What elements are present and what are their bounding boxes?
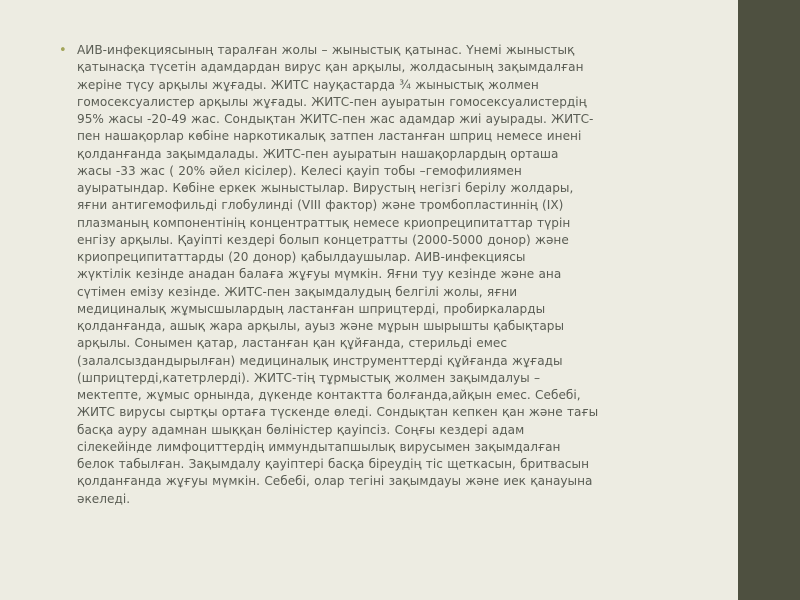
text-line: сүтімен емізу кезінде. ЖИТС-пен зақымдалудың белгілі жолы, яғни: [77, 284, 518, 299]
bullet-text: [77, 42, 598, 508]
text-line: мектепте, жұмыс орнында, дүкенде контактта болғанда,айқын емес. Себебі,: [77, 388, 581, 402]
text-line: жүктілік кезінде анадан балаға жұғуы мүмкін. Яғни туу кезінде және ана: [77, 267, 562, 282]
text-line: жасы -33 жас ( 20% әйел кісілер). Келесі қауіп тобы –гемофилиямен: [77, 163, 522, 178]
text-line: енгізу арқылы. Қауіпті кездері болып концетратты (2000-5000 донор) және: [77, 232, 569, 247]
text-line: (шприцтерді,катетрлерді). ЖИТС-тің тұрмыстық жолмен зақымдалуы –: [77, 370, 541, 385]
text-line: басқа ауру адамнан шыққан бөліністер қауіпсіз. Соңғы кездері адам: [77, 422, 525, 437]
text-line: сілекейінде лимфоциттердің иммундытапшылық вирусымен зақымдалған: [77, 439, 561, 454]
text-line: 95% жасы -20-49 жас. Сондықтан ЖИТС-пен жас адамдар жиі ауырады. ЖИТС-: [77, 112, 594, 126]
text-line: қолданғанда жұғуы мүмкін. Себебі, олар тегіні зақымдауы және иек қанауына: [77, 474, 593, 489]
text-line: гомосексуалистер арқылы жұғады. ЖИТС-пен ауыратын гомосексуалистердің: [77, 94, 587, 109]
text-line: пен нашақорлар көбіне наркотикалық затпен ластанған шприц немесе инені: [77, 129, 582, 144]
text-line: арқылы. Сонымен қатар, ластанған қан құйғанда, стерильді емес: [77, 336, 507, 351]
text-line: қатынасқа түсетін адамдардан вирус қан арқылы, жолдасының зақымдалған: [77, 60, 584, 75]
text-line: ауыратындар. Көбіне еркек жыныстылар. Вирустың негізгі берілу жолдары,: [77, 181, 574, 195]
text-line: белок табылған. Зақымдалу қауіптері басқа біреудің тіс щеткасын, бритвасын: [77, 457, 590, 471]
decorative-side-panel: [738, 0, 800, 600]
bullet-marker: •: [59, 43, 67, 58]
text-line: медициналық жұмысшылардың ластанған шприцтерді, пробиркаларды: [77, 301, 546, 316]
text-line: криопреципитаттарды (20 донор) қабылдаушылар. АИВ-инфекциясы: [77, 250, 526, 264]
text-line: плазманың компонентінің концентраттық немесе криопреципитаттар түрін: [77, 215, 571, 230]
bullet-item: [55, 42, 701, 508]
text-line: ЖИТС вирусы сыртқы ортаға түскенде өледі. Сондықтан кепкен қан және тағы: [77, 405, 599, 420]
text-line: жеріне түсу арқылы жұғады. ЖИТС науқастарда ¾ жыныстық жолмен: [77, 77, 539, 92]
text-line: яғни антигемофильді глобулинді (VIII фактор) және тромбопластиннің (IX): [77, 198, 564, 213]
text-line: қолданғанда зақымдалады. ЖИТС-пен ауыратын нашақорлардың орташа: [77, 146, 559, 161]
text-line: АИВ-инфекциясының таралған жолы – жыныстық қатынас. Үнемі жыныстық: [77, 43, 575, 57]
text-line: қолданғанда, ашық жара арқылы, ауыз және мұрын шырышты қабықтары: [77, 319, 565, 333]
text-line: (залалсыздандырылған) медициналық инструменттерді құйғанда жұғады: [77, 353, 563, 368]
text-line: әкеледі.: [77, 491, 131, 506]
